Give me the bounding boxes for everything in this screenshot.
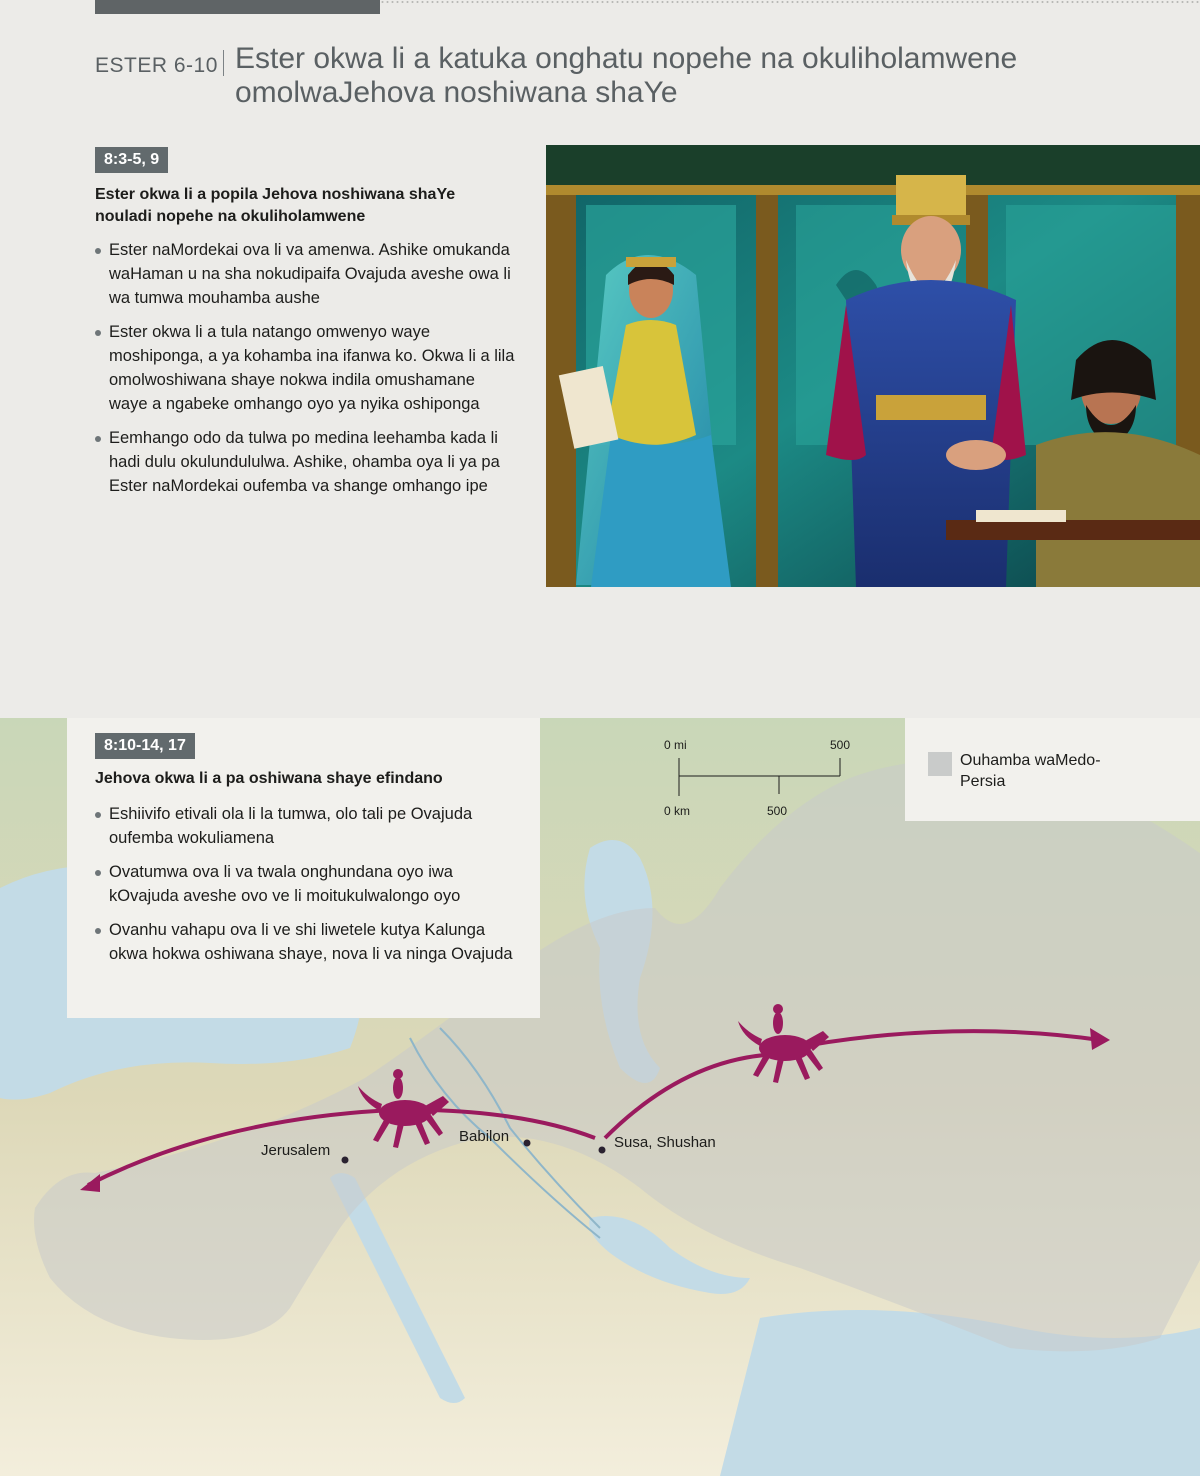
- legend-label: Ouhamba waMedo-Persia: [960, 752, 1101, 790]
- section-heading: Jehova okwa li a pa oshiwana shaye efindano: [95, 770, 443, 787]
- top-dotted-rule: [380, 0, 1200, 4]
- list-item: [95, 320, 515, 416]
- bullet-icon: [95, 870, 101, 876]
- scripture-ref-badge: 8:3-5, 9: [95, 147, 168, 173]
- book-reference: ESTER 6-10: [95, 54, 218, 77]
- bullet-icon: [95, 248, 101, 254]
- city-label-jerusalem: Jerusalem: [261, 1142, 331, 1159]
- list-item-text: Ester naMordekai ova li va amenwa. Ashike omukanda waHaman u na sha nokudipaifa Ovajuda aveshe owa li wa tumwa mouhamba aushe: [109, 241, 511, 307]
- bullet-icon: [95, 436, 101, 442]
- scale-label-mi-max: 500: [830, 738, 851, 752]
- list-item-text: Ester okwa li a tula natango omwenyo waye moshiponga, a ya kohamba ina ifanwa ko. Okwa li a lila omolwoshiwana shaye nokwa indila omushamane waye a ngabeke omhango oyo ya nyika oshiponga: [109, 323, 515, 413]
- bullet-list: [95, 802, 525, 976]
- bullet-icon: [95, 330, 101, 336]
- empire-swatch: [928, 752, 952, 776]
- bullet-list: [95, 238, 515, 508]
- bullet-icon: [95, 928, 101, 934]
- scale-label-mi-zero: 0 mi: [664, 738, 687, 752]
- top-bar: [95, 0, 380, 14]
- bullet-icon: [95, 812, 101, 818]
- list-item-text: Ovatumwa ova li va twala onghundana oyo iwa kOvajuda aveshe ovo ve li moitukulwalongo oyo: [109, 863, 461, 905]
- list-item: [95, 238, 515, 310]
- section-heading: Ester okwa li a popila Jehova noshiwana shaYe nouladi nopehe na okuliholamwene: [95, 186, 456, 225]
- header-divider: [223, 50, 224, 76]
- scale-label-km-zero: 0 km: [664, 804, 691, 818]
- painting-illustration: [546, 145, 1200, 587]
- page-title: Ester okwa li a katuka onghatu nopehe na okuliholamwene omolwaJehova noshiwana shaYe: [235, 42, 1018, 109]
- esther-painting: [546, 145, 1200, 587]
- list-item: [95, 426, 515, 498]
- list-item: [95, 860, 525, 908]
- list-item: [95, 802, 525, 850]
- list-item: [95, 918, 525, 966]
- list-item-text: Ovanhu vahapu ova li ve shi liwetele kutya Kalunga okwa hokwa oshiwana shaye, nova li va ninga Ovajuda: [109, 921, 513, 963]
- scale-label-km-mid: 500: [767, 804, 788, 818]
- city-label-susa: Susa, Shushan: [614, 1134, 716, 1151]
- city-label-babylon: Babilon: [459, 1128, 510, 1145]
- list-item-text: Eemhango odo da tulwa po medina leehamba kada li hadi dulu okulundululwa. Ashike, ohamba oya li ya pa Ester naMordekai oufemba va shange omhango ipe: [109, 429, 500, 495]
- scripture-ref-badge: 8:10-14, 17: [95, 733, 195, 759]
- list-item-text: Eshiivifo etivali ola li la tumwa, olo tali pe Ovajuda oufemba wokuliamena: [109, 805, 473, 847]
